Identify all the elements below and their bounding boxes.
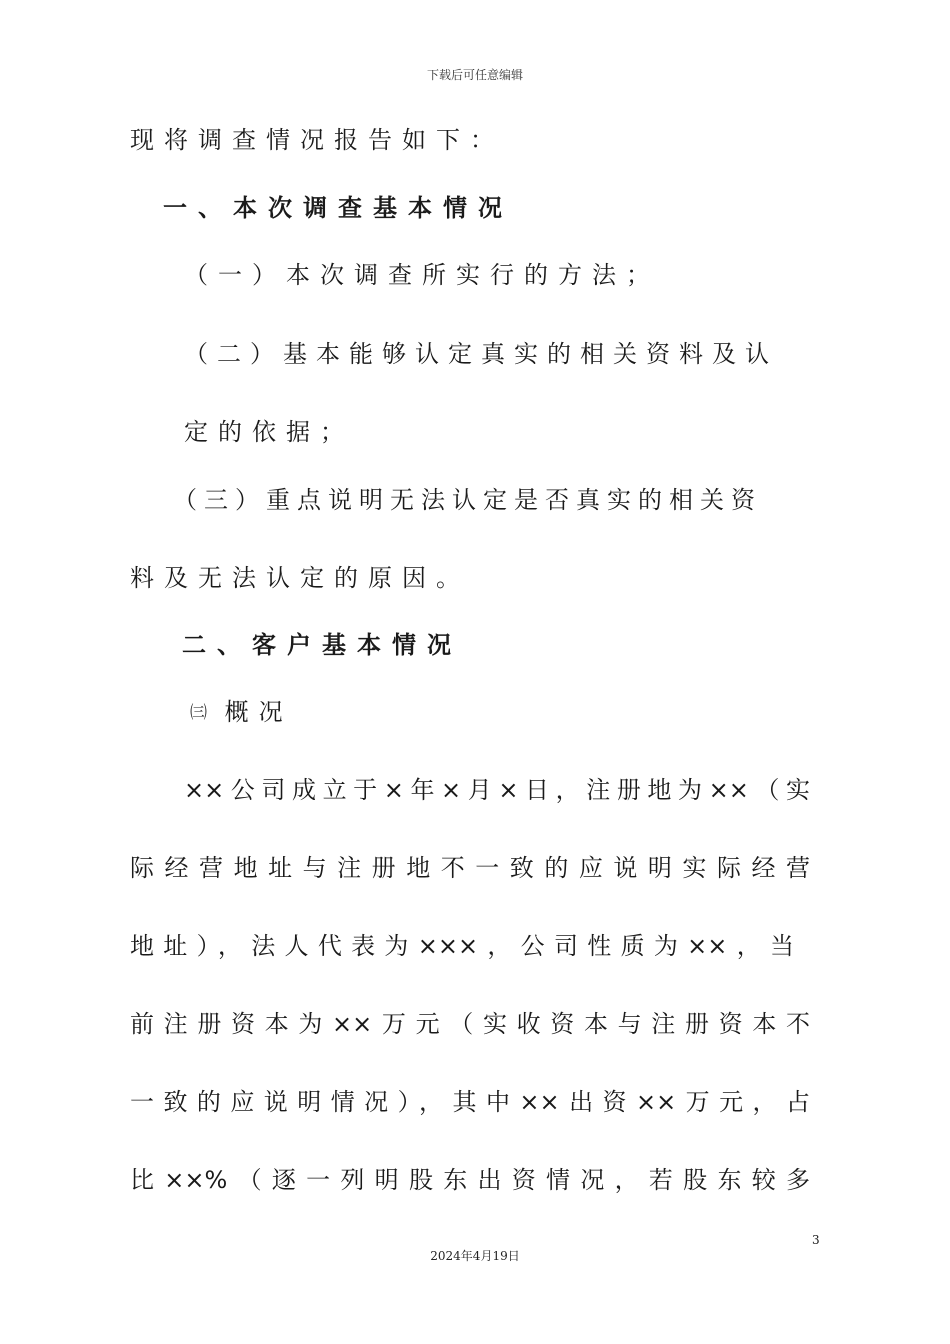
paragraph-line-3: 地址），法人代表为×××，公司性质为××，当 [130,932,794,960]
paragraph-line-6: 比××%（逐一列明股东出资情况，若股东较多 [130,1166,810,1194]
list-item-3-line-2: 料及无法认定的原因。 [130,564,470,592]
list-item-2-line-1: （二）基本能够认定真实的相关资料及认 [184,340,778,368]
paragraph-line-2: 际经营地址与注册地不一致的应说明实际经营 [130,854,810,882]
subsection-label: 概况 [224,698,293,726]
paragraph-line-4: 前注册资本为××万元（实收资本与注册资本不 [130,1010,810,1038]
page-header: 下载后可任意编辑 [426,68,523,82]
list-item-1: （一）本次调查所实行的方法； [184,261,660,289]
subsection-title [190,696,293,729]
list-item-2-line-2: 定的依据； [184,418,354,446]
section-heading-1: 一、本次调查基本情况 [163,194,513,222]
paragraph-line-1: ××公司成立于×年×月×日，注册地为××（实 [184,776,810,804]
paragraph-line-5: 一致的应说明情况），其中××出资××万元，占 [130,1088,810,1116]
page-footer-date: 2024年4月19日 [430,1249,520,1263]
section-heading-2: 二、客户基本情况 [182,631,462,659]
intro-line: 现将调查情况报告如下： [130,126,504,154]
list-item-3-line-1: （三）重点说明无法认定是否真实的相关资 [173,486,762,514]
subsection-marker: ㈢ [190,703,207,723]
page-number: 3 [812,1233,820,1247]
